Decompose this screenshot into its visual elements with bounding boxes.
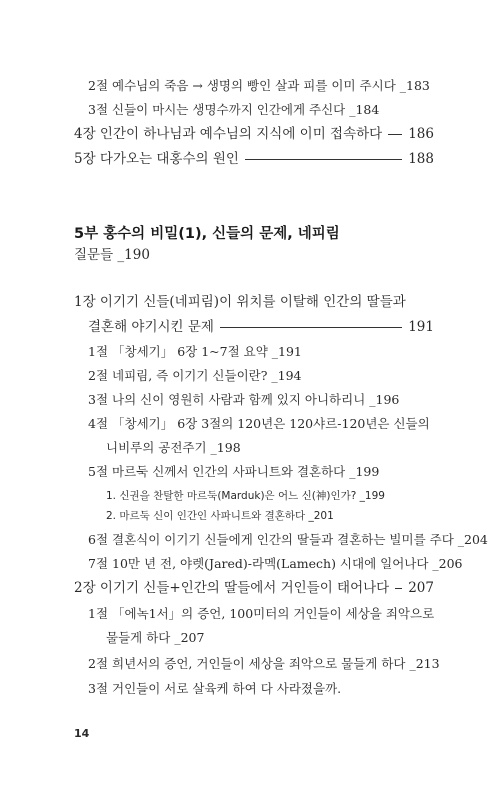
toc-chapter-4 [74, 126, 434, 142]
toc-section-cont: 물들게 하다 _207 [106, 630, 205, 645]
toc-section: 3절 거인들이 서로 살육케 하여 다 사라졌을까. [88, 681, 342, 696]
toc-section: 1절 「창세기」 6장 1~7절 요약 _191 [88, 344, 302, 359]
chapter-title: 2장 이기기 신들+인간의 딸들에서 거인들이 태어나다 [74, 580, 390, 596]
chapter-page: 207 [408, 580, 434, 596]
leader-line [245, 159, 402, 160]
chapter-title: 결혼해 야기시킨 문제 [88, 319, 214, 335]
chapter-title: 4장 인간이 하나님과 예수님의 지식에 이미 접속하다 [74, 126, 383, 142]
toc-section: 6절 결혼식이 이기기 신들에게 인간의 딸들과 결혼하는 빌미를 주다 _204 [88, 532, 488, 547]
toc-section: 3절 나의 신이 영원히 사람과 함께 있지 아니하리니 _196 [88, 392, 400, 407]
toc-chapter-2 [74, 580, 434, 596]
chapter-page: 188 [408, 151, 434, 167]
leader-line [395, 588, 402, 589]
toc-section: 4절 「창세기」 6장 3절의 120년은 120샤르-120년은 신들의 [88, 416, 430, 431]
toc-chapter-5 [74, 151, 434, 167]
leader-line [388, 134, 402, 135]
chapter-page: 186 [408, 126, 434, 142]
toc-section: 2절 희년서의 증언, 거인들이 세상을 죄악으로 물들게 하다 _213 [88, 656, 440, 671]
toc-section: 5절 마르둑 신께서 인간의 사파니트와 결혼하다 _199 [88, 464, 380, 479]
toc-section-cont: 니비루의 공전주기 _198 [106, 440, 241, 455]
toc-subsection: 1. 신권을 찬탈한 마르둑(Marduk)은 어느 신(神)인가? _199 [106, 490, 385, 502]
page-number: 14 [74, 727, 90, 740]
toc-subsection: 2. 마르둑 신이 인간인 사파니트와 결혼하다 _201 [106, 510, 334, 522]
toc-entry: 2절 예수님의 죽음 → 생명의 빵인 살과 피를 이미 주시다 _183 [88, 78, 430, 93]
leader-line [220, 327, 402, 328]
chapter-title: 5장 다가오는 대홍수의 원인 [74, 151, 239, 167]
toc-chapter-1-line2 [88, 319, 434, 335]
toc-section: 2절 네피림, 즉 이기기 신들이란? _194 [88, 368, 302, 383]
toc-chapter-1-line1: 1장 이기기 신들(네피림)이 위치를 이탈해 인간의 딸들과 [74, 294, 406, 310]
toc-section: 1절 「에녹1서」의 증언, 100미터의 거인들이 세상을 죄악으로 [88, 606, 435, 621]
part-heading: 5부 홍수의 비밀(1), 신들의 문제, 네피림 [74, 226, 340, 242]
toc-entry: 3절 신들이 마시는 생명수까지 인간에게 주신다 _184 [88, 102, 380, 117]
chapter-page: 191 [408, 319, 434, 335]
toc-questions: 질문들 _190 [74, 247, 150, 263]
toc-section: 7절 10만 년 전, 야렛(Jared)-라멕(Lamech) 시대에 일어나다 _206 [88, 556, 463, 571]
